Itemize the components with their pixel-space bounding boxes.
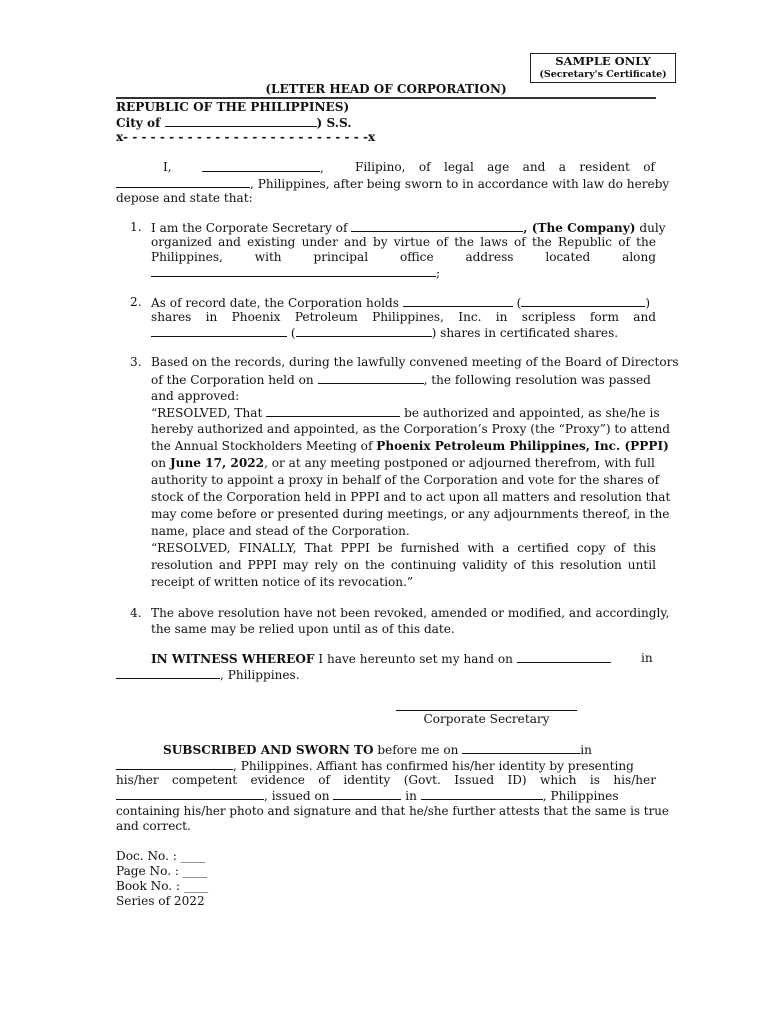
item-3-line-14: receipt of written notice of its revocation.” [151,575,414,589]
item-4-line-2: the same may be relied upon until as of this date. [151,622,455,636]
item-2-line-2: shares in Phoenix Petroleum Philippines, Inc. in scripless form and [151,310,656,324]
item-3-line-4-b: be authorized and appointed, as she/he is [404,406,660,420]
witness-heading: IN WITNESS WHEREOF [151,652,315,666]
notary-series: Series of 2022 [116,894,205,908]
subscribed-line-2-text: , Philippines. Affiant has confirmed his/her identity by presenting [233,759,634,773]
residence-blank[interactable] [116,176,250,188]
item-3-line-1: Based on the records, during the lawfully convened meeting of the Board of Directors [151,355,679,369]
id-issue-date-blank[interactable] [333,788,401,800]
subscribed-line-3: his/her competent evidence of identity (Govt. Issued ID) which is his/her [116,773,656,787]
item-1-end: ; [436,266,441,280]
company-name-blank[interactable] [351,220,523,232]
witness-place-blank[interactable] [116,667,220,679]
certificated-shares-words-blank[interactable] [296,325,432,337]
intro-rest-3: depose and state that: [116,191,253,205]
signature-line[interactable] [396,710,577,711]
item-1-text-a: I am the Corporate Secretary of [151,221,348,235]
item-3-line-4-a: “RESOLVED, That [151,406,263,420]
city-blank[interactable] [165,115,317,127]
witness-line-1 [151,651,656,668]
id-issue-place-blank[interactable] [421,788,543,800]
item-1-line-3: Philippines, with principal office address located along [151,250,656,264]
witness-date-blank[interactable] [517,651,611,663]
item-1-company: , (The Company) [523,221,636,235]
witness-line-2-end: , Philippines. [220,668,300,682]
intro-comma: , [320,161,324,175]
id-type-blank[interactable] [116,788,264,800]
venue-republic: REPUBLIC OF THE PHILIPPINES) [116,100,350,114]
item-2-text-a: As of record date, the Corporation holds [151,296,399,310]
item-3-line-13: resolution and PPPI may rely on the continuing validity of this resolution until [151,558,656,572]
item-1-text-b: duly [639,221,666,235]
intro-name-line [202,160,324,177]
subscribed-text-a: before me on [377,743,459,757]
item-3-number: 3. [130,355,142,369]
witness-text: I have hereunto set my hand on [318,652,513,666]
item-3-company-name: Phoenix Petroleum Philippines, Inc. (PPPI) [376,439,669,453]
sample-only-sublabel: (Secretary's Certificate) [539,69,667,80]
item-2-line-3-end: ) shares in certificated shares. [431,326,619,340]
item-3-line-4 [151,405,660,422]
intro-rest-2: , Philippines, after being sworn to in accordance with law do hereby [250,177,670,191]
notary-doc-no: Doc. No. : ____ [116,849,205,863]
item-4-number: 4. [130,606,142,620]
venue-city-prefix: City of [116,116,161,130]
proxy-name-blank[interactable] [266,405,400,417]
subscribed-in: in [580,743,592,757]
subscribed-line-6: and correct. [116,819,191,833]
item-3-line-10: may come before or presented during meetings, or any adjournments thereof, in the [151,507,670,521]
item-3-line-3: and approved: [151,389,240,403]
witness-line-2 [116,667,656,684]
item-3-line-2 [151,372,656,389]
meeting-date-blank[interactable] [318,372,424,384]
item-1-line-2: organized and existing under and by virtue of the laws of the Republic of the [151,235,656,249]
subscribed-heading: SUBSCRIBED AND SWORN TO [163,743,374,757]
letterhead-title: (LETTER HEAD OF CORPORATION) [116,82,656,99]
item-3-line-7-a: on [151,456,167,470]
certificated-shares-blank[interactable] [151,325,287,337]
item-3-line-5: hereby authorized and appointed, as the Corporation’s Proxy (the “Proxy”) to attend [151,422,671,436]
item-2-paren-open: ( [516,296,522,310]
item-1-line-4 [151,265,656,282]
item-3-meeting-date: June 17, 2022 [169,456,265,470]
subscribed-line-5: containing his/her photo and signature and that he/she further attests that the same is true [116,804,669,818]
item-2-number: 2. [130,295,142,309]
intro-rest-1: Filipino, of legal age and a resident of [355,160,655,174]
notary-page-no: Page No. : ____ [116,864,207,878]
subscribed-place-blank[interactable] [116,758,233,770]
signature-label: Corporate Secretary [423,712,550,726]
affiant-name-blank[interactable] [202,160,320,172]
sample-only-label: SAMPLE ONLY [555,54,651,68]
item-3-line-11: name, place and stead of the Corporation. [151,524,410,538]
witness-in: in [641,651,653,665]
item-3-line-7 [151,456,656,472]
venue-dashes: x- - - - - - - - - - - - - - - - - - - - - - - - - - -x [116,130,376,144]
item-3-line-2-a: of the Corporation held on [151,373,314,387]
item-2-paren2-open: ( [290,326,296,340]
item-4-line-1: The above resolution have not been revoked, amended or modified, and accordingly, [151,606,670,620]
item-3-line-2-b: , the following resolution was passed [423,373,651,387]
office-address-blank[interactable] [151,265,436,277]
subscribed-line-1 [163,742,656,759]
item-3-line-8: authority to appoint a proxy in behalf of the Corporation and vote for the shares of [151,473,660,487]
shares-words-blank[interactable] [521,295,645,307]
subscribed-date-blank[interactable] [462,742,580,754]
subscribed-line-4 [116,788,656,805]
item-3-line-7-c: , or at any meeting postponed or adjourned therefrom, with full [264,456,655,470]
item-3-line-6-a: the Annual Stockholders Meeting of [151,439,373,453]
subscribed-line-4-c: , Philippines [542,789,619,803]
venue-city-suffix: ) S.S. [316,116,352,130]
item-3-line-6 [151,439,669,455]
item-1-number: 1. [130,220,142,234]
intro-i: I, [163,160,172,174]
subscribed-line-4-a: , issued on [264,789,330,803]
item-3-line-9: stock of the Corporation held in PPPI and to act upon all matters and resolution that [151,490,671,504]
notary-book-no: Book No. : ____ [116,879,209,893]
item-2-paren-close: ) [645,296,651,310]
item-2-line-3 [151,325,656,342]
sample-only-box [530,53,676,83]
item-3-line-12: “RESOLVED, FINALLY, That PPPI be furnished with a certified copy of this [151,541,656,555]
shares-number-blank[interactable] [403,295,513,307]
subscribed-line-4-b: in [405,789,417,803]
